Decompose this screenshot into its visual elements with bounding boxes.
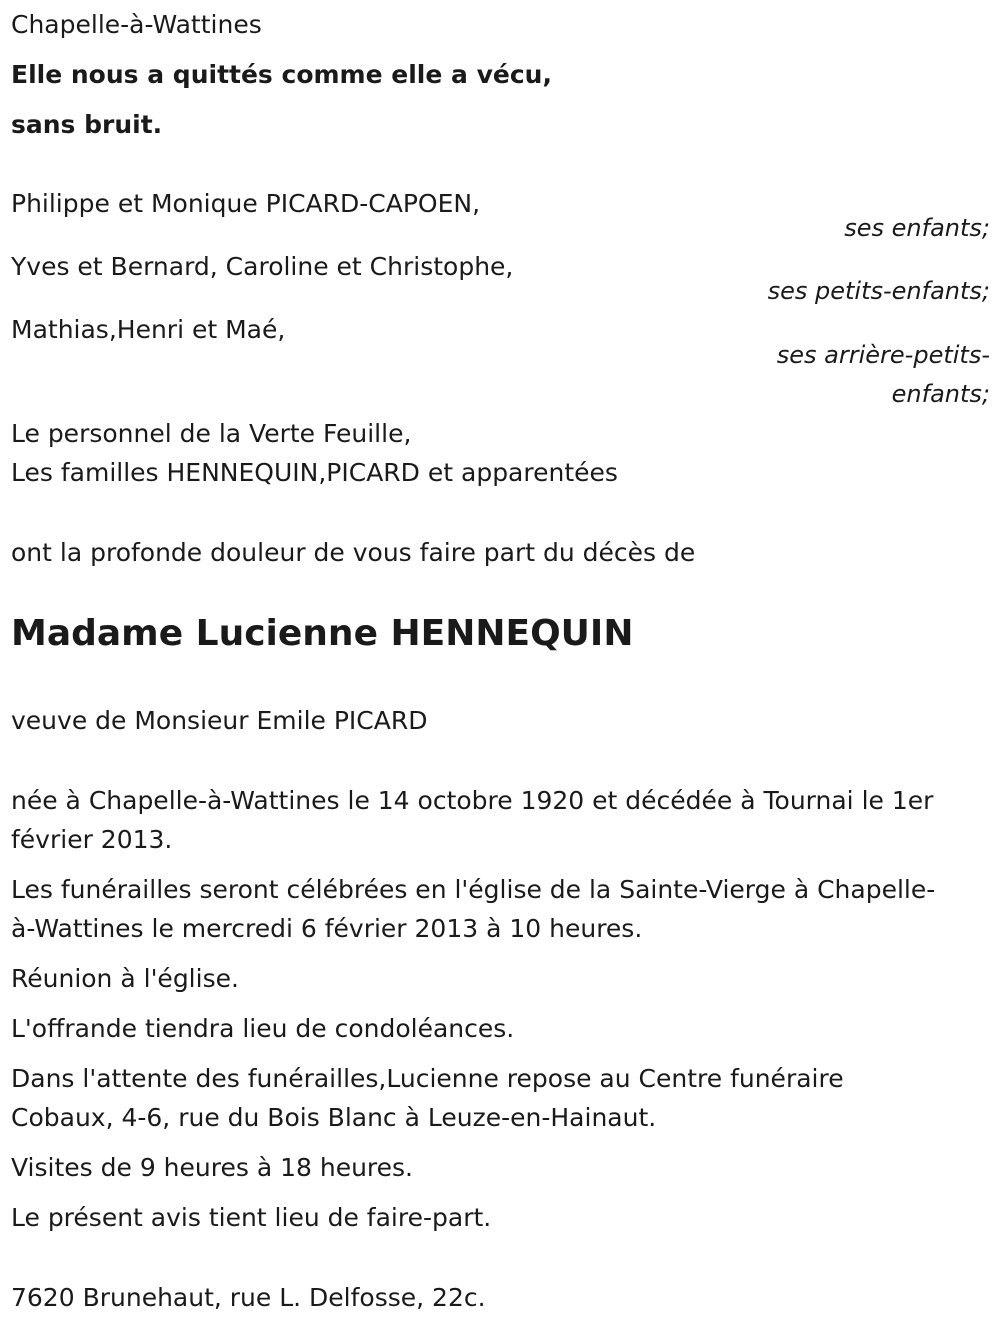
meeting-text: Réunion à l'église. — [11, 964, 239, 993]
others-line-2: Les familles HENNEQUIN,PICARD et apparentées — [11, 458, 618, 487]
visits-text: Visites de 9 heures à 18 heures. — [11, 1153, 414, 1182]
family-great-grandchildren-names: Mathias,Henri et Maé, — [11, 315, 286, 344]
family-great-grandchildren-role-line-2: enfants; — [891, 380, 990, 408]
family-grandchildren-names: Yves et Bernard, Caroline et Christophe, — [11, 252, 514, 281]
rest-line-2: Cobaux, 4-6, rue du Bois Blanc à Leuze-en-Hainaut. — [11, 1103, 657, 1132]
announcement-text: ont la profonde douleur de vous faire part du décès de — [11, 538, 696, 567]
others-line-1: Le personnel de la Verte Feuille, — [11, 419, 412, 448]
family-children-names: Philippe et Monique PICARD-CAPOEN, — [11, 189, 481, 218]
address-text: 7620 Brunehaut, rue L. Delfosse, 22c. — [11, 1283, 486, 1312]
family-great-grandchildren-role-line-1: ses arrière-petits- — [776, 341, 990, 369]
widow-of-text: veuve de Monsieur Emile PICARD — [11, 706, 428, 735]
quote-line-2: sans bruit. — [11, 110, 163, 139]
family-grandchildren-role: ses petits-enfants; — [767, 277, 990, 305]
funeral-line-2: à-Wattines le mercredi 6 février 2013 à 10 heures. — [11, 914, 643, 943]
offering-text: L'offrande tiendra lieu de condoléances. — [11, 1014, 515, 1043]
family-children-role: ses enfants; — [844, 214, 990, 242]
place-heading: Chapelle-à-Wattines — [11, 10, 262, 39]
birth-death-line-1: née à Chapelle-à-Wattines le 14 octobre 1920 et décédée à Tournai le 1er — [11, 786, 934, 815]
birth-death-line-2: février 2013. — [11, 825, 173, 854]
deceased-name: Madame Lucienne HENNEQUIN — [11, 613, 634, 654]
rest-line-1: Dans l'attente des funérailles,Lucienne repose au Centre funéraire — [11, 1064, 844, 1093]
notice-text: Le présent avis tient lieu de faire-part. — [11, 1203, 492, 1232]
quote-line-1: Elle nous a quittés comme elle a vécu, — [11, 60, 552, 89]
funeral-line-1: Les funérailles seront célébrées en l'église de la Sainte-Vierge à Chapelle- — [11, 875, 936, 904]
